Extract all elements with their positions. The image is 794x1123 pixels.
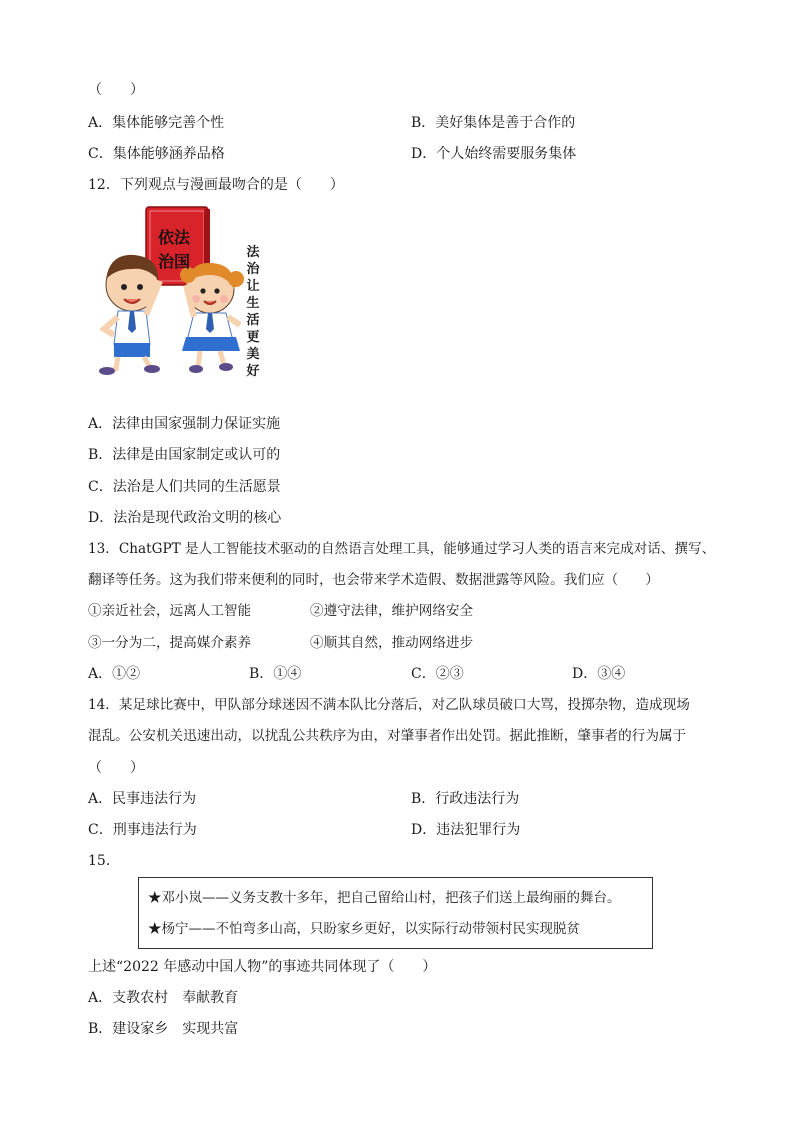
q15-box-line1: ★邓小岚——义务支教十多年，把自己留给山村，把孩子们送上最绚丽的舞台。 [148,890,621,906]
q13-item-2: ②遵守法律，维护网络安全 [310,603,474,619]
caption-char: 更 [246,330,260,345]
q13-item-1: ①亲近社会，远离人工智能 [88,603,252,619]
q12-option-c: C．法治是人们共同的生活愿景 [88,479,281,495]
q13-option-b: B．①④ [249,666,302,682]
q11-option-c: C．集体能够涵养品格 [88,146,225,162]
q15-stem: 上述“2022 年感动中国人物”的事迹共同体现了（ ） [88,959,437,975]
q14-option-b: B．行政违法行为 [411,791,520,807]
caption-char: 治 [246,262,260,277]
q11-option-b: B．美好集体是善于合作的 [411,115,576,131]
q15-option-a: A．支教农村 奉献教育 [88,990,239,1006]
caption-char: 好 [246,364,260,379]
q14-stem-line2: 混乱。公安机关迅速出动，以扰乱公共秩序为由，对肇事者作出处罚。据此推断，肇事者的行为属于 [88,728,687,744]
q13-option-d: D．③④ [572,666,626,682]
q11-option-d: D．个人始终需要服务集体 [411,146,577,162]
q12-option-d: D．法治是现代政治文明的核心 [88,510,282,526]
caption-char: 美 [246,347,260,362]
q15-number: 15． [88,853,120,869]
q15-box-line2: ★杨宁——不怕弯多山高，只盼家乡更好，以实际行动带领村民实现脱贫 [148,921,580,937]
book-title-line1: 依法 [158,228,191,247]
q14-option-a: A．民事违法行为 [88,791,197,807]
caption-char: 活 [246,313,260,328]
caption-char: 让 [246,279,260,294]
q13-stem-line1: 13．ChatGPT 是人工智能技术驱动的自然语言处理工具，能够通过学习人类的语言来完成对话、撰写、 [88,541,716,557]
q11-paren: （ ） [88,82,144,98]
q12-stem: 12．下列观点与漫画最吻合的是（ ） [88,177,344,193]
q14-option-d: D．违法犯罪行为 [411,822,521,838]
q13-item-3: ③一分为二，提高媒介素养 [88,635,252,651]
boy-figure-icon [99,255,160,375]
q12-option-a: A．法律由国家强制力保证实施 [88,416,281,432]
q13-stem-line2: 翻译等任务。这为我们带来便利的同时，也会带来学术造假、数据泄露等风险。我们应（ ） [88,572,659,588]
q11-option-a: A．集体能够完善个性 [88,115,225,131]
q13-item-4: ④顺其自然，推动网络进步 [310,635,474,651]
caption-char: 生 [246,296,260,311]
cartoon-vertical-caption [245,244,261,380]
q14-stem-line1: 14．某足球比赛中，甲队部分球迷因不满本队比分落后，对乙队球员破口大骂，投掷杂物，造成现场 [88,697,690,713]
q15-material-box [138,877,653,949]
q12-option-b: B．法律是由国家制定或认可的 [88,447,281,463]
girl-figure-icon [180,263,244,373]
q13-option-c: C．②③ [411,666,464,682]
caption-char: 法 [246,245,260,260]
q14-paren: （ ） [88,760,144,776]
book-title-line2: 治国 [158,252,191,271]
q13-option-a: A．①② [88,666,141,682]
q15-option-b: B．建设家乡 实现共富 [88,1021,239,1037]
q14-option-c: C．刑事违法行为 [88,822,197,838]
